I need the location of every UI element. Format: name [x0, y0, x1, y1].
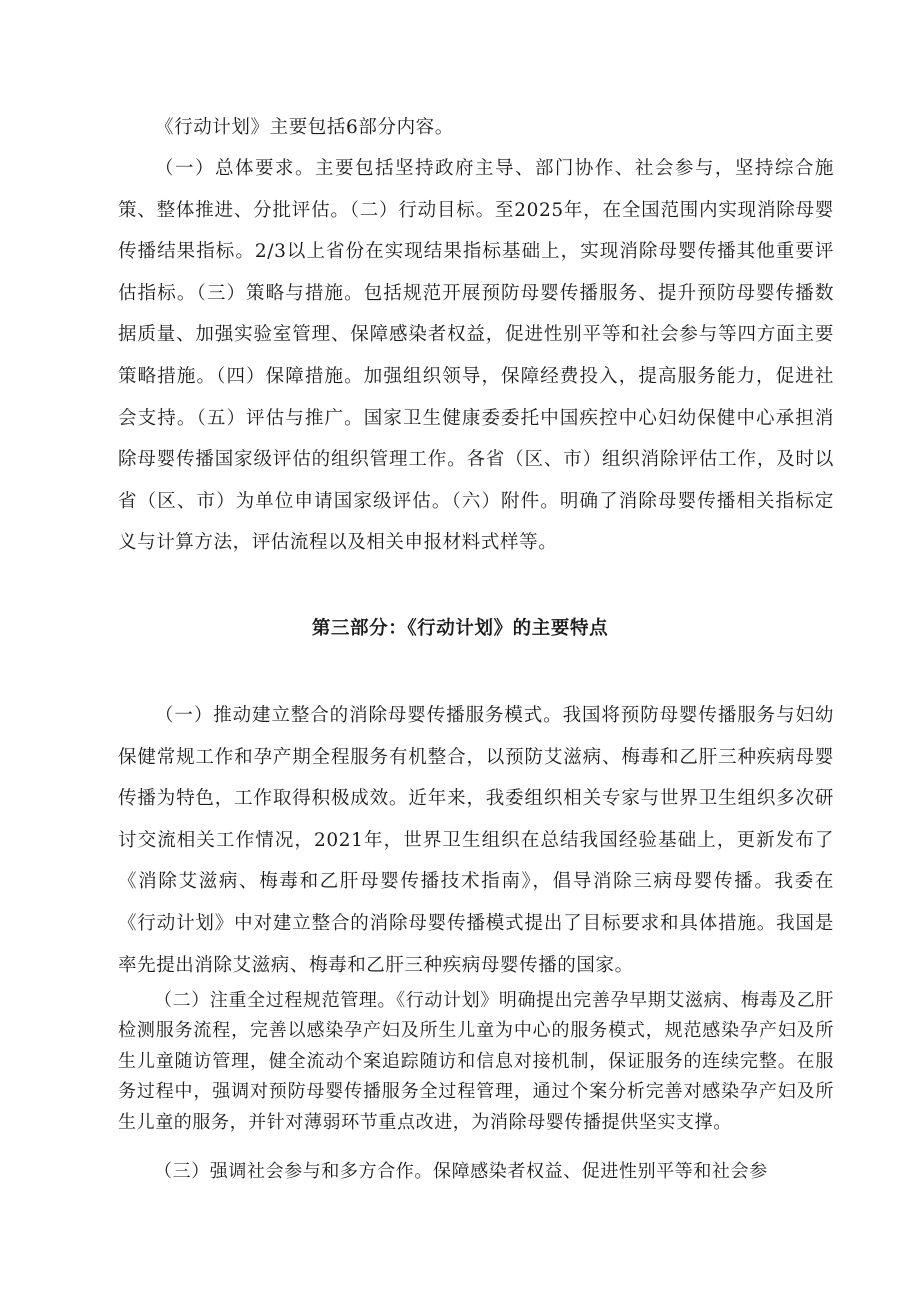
intro-paragraph: 《行动计划》主要包括6部分内容。: [155, 117, 454, 138]
feature-2-paragraph: （二）注重全过程规范管理。《行动计划》明确提出完善孕早期艾滋病、梅毒及乙肝检测服务流程，完善以感染孕产妇及所生儿童为中心的服务模式，规范感染孕产妇及所生儿童随访管理，健全流动个案追踪随访和信息对接机制，保证服务的连续完整。在服务过程中，强调对预防母婴传播服务全过程管理，通过个案分析完善对感染孕产妇及所生儿童的服务，并针对薄弱环节重点改进，为消除母婴传播提供坚实支撑。: [118, 990, 834, 1133]
feature-3-paragraph: （三）强调社会参与和多方合作。保障感染者权益、促进性别平等和社会参: [154, 1161, 768, 1182]
section-heading: 第三部分：《行动计划》的主要特点: [311, 618, 609, 639]
feature-1-paragraph: （一）推动建立整合的消除母婴传播服务模式。我国将预防母婴传播服务与妇幼保健常规工作和孕产期全程服务有机整合，以预防艾滋病、梅毒和乙肝三种疾病母婴传播为特色，工作取得积极成效。近年来，我委组织相关专家与世界卫生组织多次研讨交流相关工作情况，2021年，世界卫生组织在总结我国经验基础上，更新发布了《消除艾滋病、梅毒和乙肝母婴传播技术指南》，倡导消除三病母婴传播。我委在《行动计划》中对建立整合的消除母婴传播模式提出了目标要求和具体措施。我国是率先提出消除艾滋病、梅毒和乙肝三种疾病母婴传播的国家。: [118, 705, 834, 976]
contents-paragraph: （一）总体要求。主要包括坚持政府主导、部门协作、社会参与，坚持综合施策、整体推进、分批评估。（二）行动目标。至2025年，在全国范围内实现消除母婴传播结果指标。2/3以上省份在实现结果指标基础上，实现消除母婴传播其他重要评估指标。（三）策略与措施。包括规范开展预防母婴传播服务、提升预防母婴传播数据质量、加强实验室管理、保障感染者权益，促进性别平等和社会参与等四方面主要策略措施。（四）保障措施。加强组织领导，保障经费投入，提高服务能力，促进社会支持。（五）评估与推广。国家卫生健康委委托中国疾控中心妇幼保健中心承担消除母婴传播国家级评估的组织管理工作。各省（区、市）组织消除评估工作，及时以省（区、市）为单位申请国家级评估。（六）附件。明确了消除母婴传播相关指标定义与计算方法，评估流程以及相关申报材料式样等。: [118, 158, 834, 554]
